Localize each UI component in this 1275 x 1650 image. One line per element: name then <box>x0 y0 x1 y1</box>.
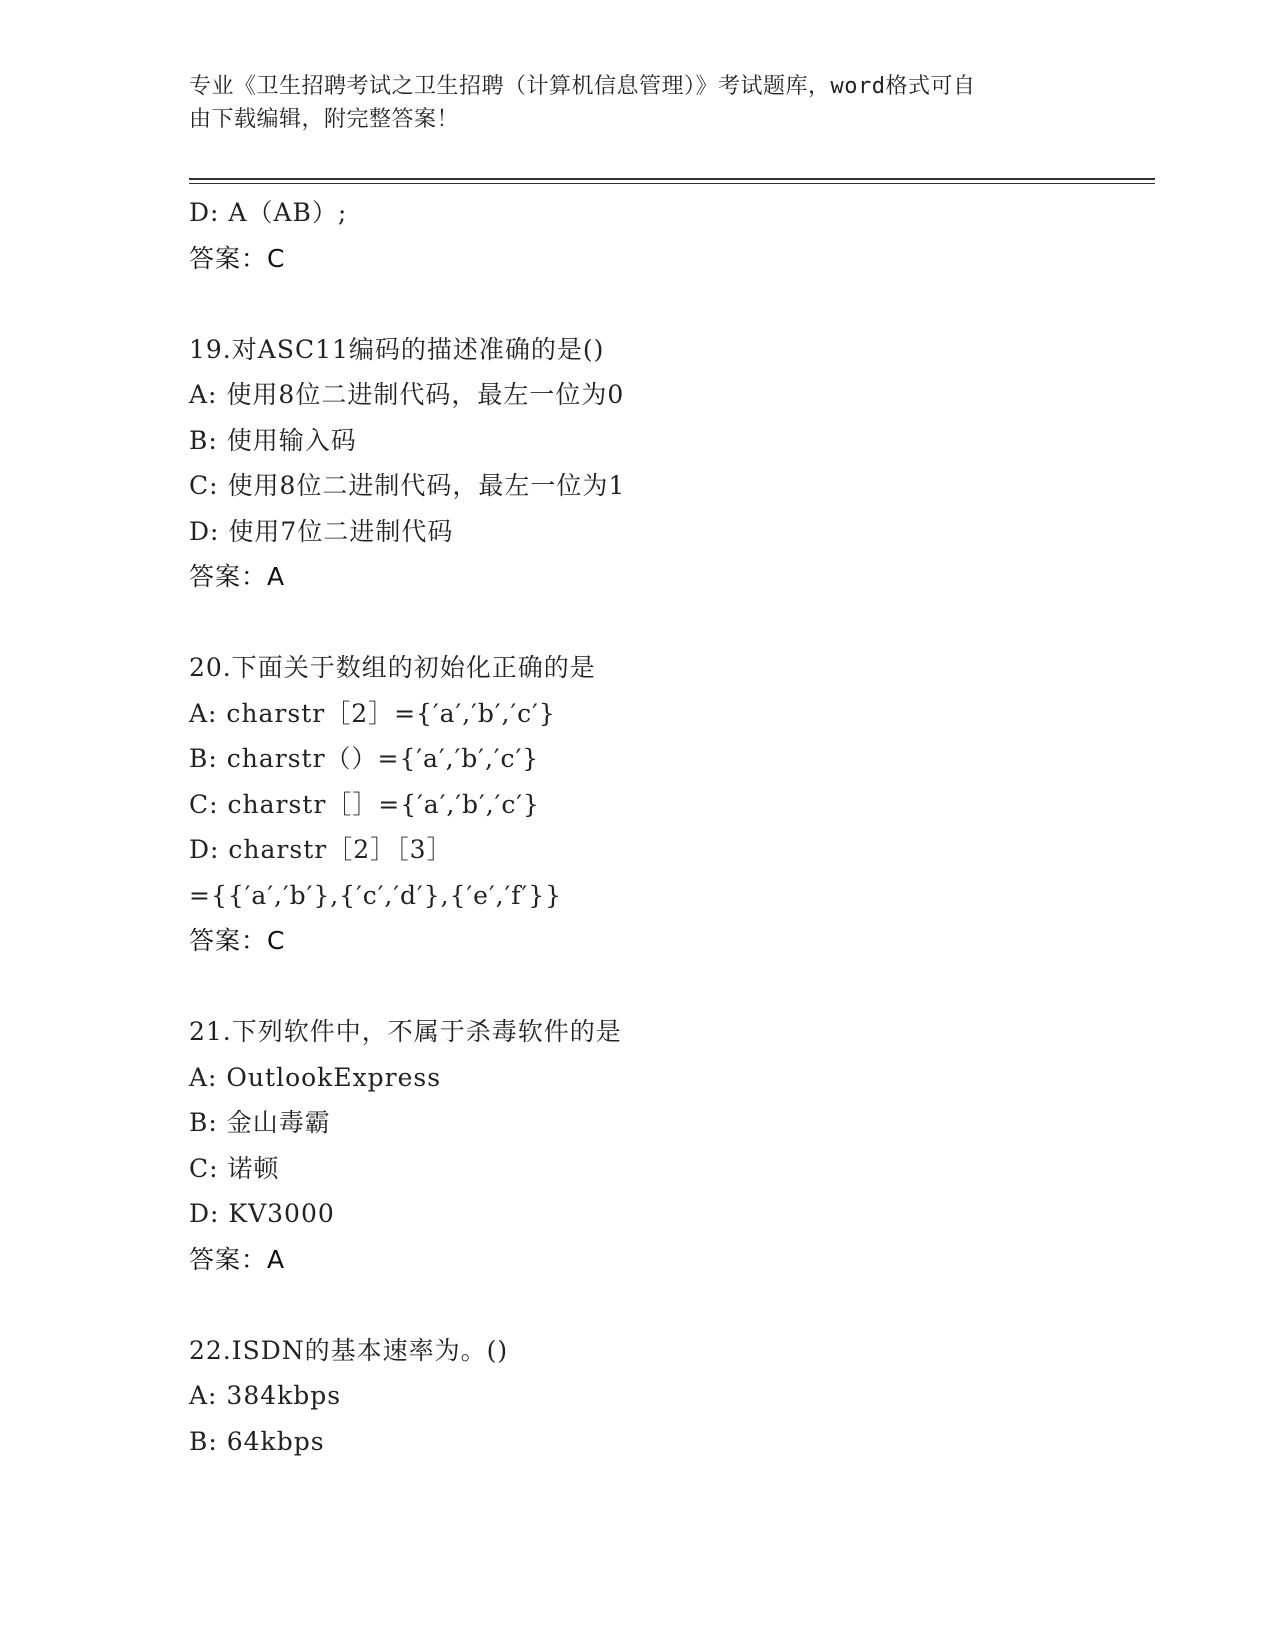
option-a: A: 384kbps <box>189 1381 342 1410</box>
option-d: D: charstr［2］［3］ <box>189 835 453 864</box>
question-22 <box>189 1328 1155 1465</box>
answer-line: 答案：C <box>189 243 286 273</box>
question-text: 20.下面关于数组的初始化正确的是 <box>189 653 596 682</box>
question-21 <box>189 1009 1155 1282</box>
option-d-continuation: ={{′a′,′b′},{′c′,′d′},{′e′,′f′}} <box>189 880 563 910</box>
option-b: B: 64kbps <box>189 1426 325 1456</box>
question-text: 22.ISDN的基本速率为。() <box>189 1335 509 1365</box>
answer-line: 答案：C <box>189 926 286 955</box>
header-line-1: 专业《卫生招聘考试之卫生招聘（计算机信息管理）》考试题库，word格式可自 <box>189 74 976 99</box>
question-18-tail <box>189 190 1155 281</box>
header-line-2: 由下载编辑，附完整答案！ <box>189 107 460 132</box>
option-a: A: 使用8位二进制代码，最左一位为0 <box>189 380 625 409</box>
option-a: A: OutlookExpress <box>189 1062 442 1092</box>
question-text: 19.对ASC11编码的描述准确的是() <box>189 334 605 364</box>
spacer <box>189 600 1155 646</box>
question-text: 21.下列软件中，不属于杀毒软件的是 <box>189 1017 622 1046</box>
option-d: D: KV3000 <box>189 1199 335 1228</box>
option-d: D: A（AB）; <box>189 198 348 227</box>
question-19 <box>189 327 1155 600</box>
spacer <box>189 281 1155 327</box>
answer-line: 答案：A <box>189 1244 286 1274</box>
option-d: D: 使用7位二进制代码 <box>189 516 454 546</box>
option-c: C: 使用8位二进制代码，最左一位为1 <box>189 471 626 500</box>
option-a: A: charstr［2］={′a′,′b′,′c′} <box>189 698 556 728</box>
spacer <box>189 964 1155 1010</box>
header-divider <box>189 178 1155 184</box>
answer-line: 答案：A <box>189 562 286 591</box>
document-header <box>189 70 1079 136</box>
option-c: C: charstr［］={′a′,′b′,′c′} <box>189 789 540 819</box>
option-b: B: 金山毒霸 <box>189 1108 331 1137</box>
question-20 <box>189 645 1155 964</box>
question-list <box>189 190 1155 1464</box>
spacer <box>189 1282 1155 1328</box>
option-b: B: 使用输入码 <box>189 425 357 455</box>
option-b: B: charstr（）={′a′,′b′,′c′} <box>189 744 540 773</box>
option-c: C: 诺顿 <box>189 1153 280 1183</box>
